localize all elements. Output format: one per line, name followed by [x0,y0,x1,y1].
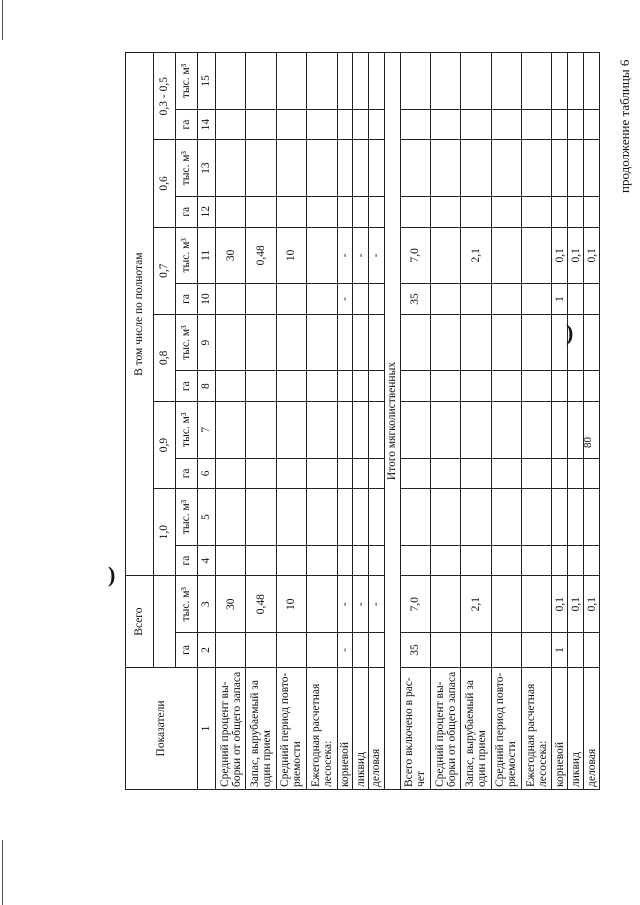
row-cell [307,458,337,489]
row-cell [568,371,584,402]
header-density: 1,0 [154,489,176,576]
row-cell [491,227,521,284]
row-cell [246,633,276,668]
row-cell [491,109,521,140]
row-cell [491,633,521,668]
header-column-number: 6 [198,458,216,489]
row-cell [584,633,600,668]
row-cell [461,633,491,668]
row-cell [522,545,552,576]
row-cell: 35 [400,284,430,315]
row-cell [337,314,353,371]
row-cell: 0,1 [568,227,584,284]
row-cell [216,314,246,371]
header-density: 0,6 [154,140,176,227]
header-column-number: 12 [198,197,216,228]
header-column-number: 9 [198,314,216,371]
row-cell [337,458,353,489]
row-cell [216,489,246,546]
header-density: 0,7 [154,227,176,314]
row-cell [216,401,246,458]
row-cell [353,633,369,668]
row-cell [369,140,385,197]
row-cell [491,284,521,315]
row-cell [430,458,460,489]
row-cell [491,545,521,576]
header-unit-volume: тыс. м³ [176,576,198,633]
row-cell [491,53,521,110]
table-row [276,53,306,790]
row-cell [568,545,584,576]
row-cell: 7,0 [400,227,430,284]
row-cell [369,489,385,546]
row-cell [568,197,584,228]
table-row [461,53,491,790]
row-cell [337,489,353,546]
row-cell [522,227,552,284]
row-cell [276,545,306,576]
row-label: ликвид [568,667,584,789]
row-cell: 10 [276,576,306,633]
row-cell [246,53,276,110]
row-cell [216,197,246,228]
row-cell [491,489,521,546]
row-cell [430,314,460,371]
row-cell [246,314,276,371]
row-cell [400,489,430,546]
row-cell [430,197,460,228]
header-column-number: 7 [198,401,216,458]
row-cell [584,371,600,402]
row-cell [461,53,491,110]
row-cell [400,314,430,371]
row-cell [522,314,552,371]
row-cell [491,371,521,402]
row-cell [216,53,246,110]
row-cell [369,109,385,140]
row-cell [246,401,276,458]
header-column-number: 5 [198,489,216,546]
row-cell [568,284,584,315]
header-unit-volume: тыс. м³ [176,314,198,371]
row-label: деловая [369,667,385,789]
row-label: Средний процент вы-борки от общего запаса [430,667,460,789]
row-cell [430,284,460,315]
row-cell [461,140,491,197]
row-label: Средний период повто-ряемости [276,667,306,789]
row-cell [369,284,385,315]
header-unit-ha: га [176,545,198,576]
row-label: Ежегодная расчетная лесосека: [522,667,552,789]
row-cell [246,489,276,546]
row-cell [307,109,337,140]
row-cell [522,140,552,197]
row-cell [400,458,430,489]
table-row [491,53,521,790]
header-unit-ha: га [176,458,198,489]
table-row [584,53,600,790]
row-label: Запас, вырубаемый за один прием [461,667,491,789]
header-total: Всего [126,576,154,668]
row-cell [430,371,460,402]
row-cell [276,53,306,110]
row-cell [522,633,552,668]
row-cell [584,314,600,371]
row-cell [307,633,337,668]
table-header [126,53,216,790]
row-cell [353,109,369,140]
header-column-number: 11 [198,227,216,284]
row-cell [276,458,306,489]
row-cell: 35 [400,633,430,668]
row-cell: 7,0 [400,576,430,633]
row-cell [307,545,337,576]
section-title: Итого мягколиственных [384,53,400,790]
row-label: Средний период повто-ряемости [491,667,521,789]
row-cell [216,545,246,576]
row-cell [461,109,491,140]
row-cell [276,284,306,315]
row-cell [307,197,337,228]
row-cell [522,109,552,140]
row-cell [353,140,369,197]
row-cell [584,458,600,489]
row-cell [522,284,552,315]
row-cell [400,53,430,110]
row-cell: 0,48 [246,227,276,284]
row-cell [246,545,276,576]
row-cell [337,140,353,197]
row-cell [430,227,460,284]
row-cell [552,401,568,458]
row-cell [216,140,246,197]
row-cell [307,371,337,402]
row-cell [568,140,584,197]
header-column-number: 8 [198,371,216,402]
row-cell [246,109,276,140]
row-cell [584,489,600,546]
row-cell [584,53,600,110]
header-unit-volume: тыс. м³ [176,140,198,197]
row-cell: 0,1 [552,576,568,633]
table-row [337,53,353,790]
row-cell [369,197,385,228]
row-cell: 0,1 [568,576,584,633]
row-cell [216,371,246,402]
row-cell: - [337,576,353,633]
table-row [353,53,369,790]
row-cell [552,109,568,140]
row-cell [353,284,369,315]
header-column-number: 13 [198,140,216,197]
row-cell: 0,48 [246,576,276,633]
row-cell [369,401,385,458]
header-column-number: 1 [198,667,216,789]
row-cell [307,284,337,315]
row-cell [461,371,491,402]
row-cell [216,284,246,315]
header-indicators: Показатели [126,667,198,789]
header-column-number: 3 [198,576,216,633]
row-cell [552,545,568,576]
row-cell [276,489,306,546]
header-unit-ha: га [176,633,198,668]
row-cell [491,197,521,228]
scan-mark: ) [566,320,574,345]
row-cell: - [353,576,369,633]
row-cell: - [353,227,369,284]
row-cell [584,109,600,140]
row-cell [430,109,460,140]
row-cell [430,489,460,546]
row-cell [307,53,337,110]
table-row [430,53,460,790]
table-row [246,53,276,790]
row-cell [216,109,246,140]
row-cell [246,458,276,489]
row-cell [369,314,385,371]
row-label: деловая [584,667,600,789]
header-unit-ha: га [176,284,198,315]
row-cell [276,633,306,668]
row-cell [461,314,491,371]
row-cell [337,371,353,402]
row-cell [522,53,552,110]
table-continuation-caption: продолжение таблицы 6 [617,59,632,193]
row-cell [353,314,369,371]
row-cell: 2,1 [461,227,491,284]
row-cell [584,401,600,458]
row-cell [491,314,521,371]
row-cell [353,458,369,489]
table-row [568,53,584,790]
row-cell [337,401,353,458]
row-cell [552,489,568,546]
row-cell [369,371,385,402]
forest-felling-table [125,52,600,790]
header-unit-volume: тыс. м³ [176,401,198,458]
row-cell [430,633,460,668]
row-cell [522,401,552,458]
row-cell [522,371,552,402]
row-label: Всего включено в рас-чет [400,667,430,789]
row-cell [246,140,276,197]
header-column-number: 10 [198,284,216,315]
header-unit-volume: тыс. м³ [176,53,198,110]
row-cell [369,545,385,576]
header-unit-ha: га [176,109,198,140]
row-cell [369,458,385,489]
row-cell [400,197,430,228]
row-cell: - [337,633,353,668]
row-cell [353,489,369,546]
row-cell [353,197,369,228]
row-label: Запас, вырубаемый за один прием [246,667,276,789]
row-label: ликвид [353,667,369,789]
row-cell [491,576,521,633]
row-cell [552,197,568,228]
row-cell [246,284,276,315]
row-cell [522,197,552,228]
row-cell [584,284,600,315]
row-cell [568,401,584,458]
row-cell [568,489,584,546]
row-cell [491,401,521,458]
row-cell [353,401,369,458]
row-cell [337,197,353,228]
row-cell [353,371,369,402]
header-column-number: 14 [198,109,216,140]
row-cell [353,53,369,110]
row-cell [430,53,460,110]
row-cell [568,314,584,371]
row-cell [461,401,491,458]
row-cell [568,458,584,489]
row-cell [246,197,276,228]
header-including: В том числе по полнотам [126,53,154,576]
row-cell [491,140,521,197]
row-cell: 30 [216,576,246,633]
row-cell [584,545,600,576]
row-cell [216,633,246,668]
header-total-spacer [154,576,176,668]
header-unit-volume: тыс. м³ [176,489,198,546]
header-unit-ha: га [176,197,198,228]
row-cell [307,401,337,458]
header-unit-volume: тыс. м³ [176,227,198,284]
row-cell: - [369,576,385,633]
table-row [216,53,246,790]
scan-edge-line [2,840,3,905]
row-cell [307,227,337,284]
row-cell [307,140,337,197]
table-row [369,53,385,790]
row-label: корневой [552,667,568,789]
row-cell [337,53,353,110]
header-column-number: 4 [198,545,216,576]
row-cell: 2,1 [461,576,491,633]
table-row [552,53,568,790]
row-cell [400,371,430,402]
row-cell: - [337,284,353,315]
header-density: 0,9 [154,401,176,488]
row-cell [307,314,337,371]
row-label: Ежегодная расчетная лесосека: [307,667,337,789]
row-cell [369,633,385,668]
row-cell: 0,1 [552,227,568,284]
row-cell [430,140,460,197]
row-cell [276,371,306,402]
row-cell: - [369,227,385,284]
header-density: 0,8 [154,314,176,401]
row-cell [584,197,600,228]
row-cell [430,576,460,633]
row-cell [369,53,385,110]
row-cell: 1 [552,633,568,668]
row-cell: 30 [216,227,246,284]
row-cell [276,401,306,458]
row-cell [522,489,552,546]
row-label: Средний процент вы-борки от общего запаса [216,667,246,789]
row-cell: 10 [276,227,306,284]
row-cell [552,53,568,110]
data-table-rotated [125,52,600,790]
row-cell: 0,1 [584,227,600,284]
row-cell [307,576,337,633]
scan-mark: ) [108,562,116,587]
row-cell [276,140,306,197]
header-density: 0,3 - 0,5 [154,53,176,140]
row-cell [522,458,552,489]
row-cell: - [337,227,353,284]
row-cell [552,140,568,197]
row-cell [400,140,430,197]
row-cell [400,109,430,140]
row-cell [461,284,491,315]
table-row [307,53,337,790]
row-cell [584,140,600,197]
row-cell [461,458,491,489]
row-cell [276,314,306,371]
row-cell [353,545,369,576]
row-cell [400,545,430,576]
row-cell [216,458,246,489]
row-cell [276,109,306,140]
header-column-number: 2 [198,633,216,668]
row-cell [246,371,276,402]
row-cell [430,401,460,458]
row-cell [568,109,584,140]
table-row [400,53,430,790]
row-cell [461,545,491,576]
row-cell [276,197,306,228]
row-cell [461,489,491,546]
row-cell [337,545,353,576]
row-cell [461,197,491,228]
row-cell [491,458,521,489]
row-cell [552,371,568,402]
header-column-number: 15 [198,53,216,110]
row-label: корневой [337,667,353,789]
table-row [522,53,552,790]
scan-edge-line [2,0,3,40]
row-cell [552,314,568,371]
row-cell: 1 [552,284,568,315]
row-cell [400,401,430,458]
table-body [216,53,600,790]
section-row [384,53,400,790]
row-cell [568,53,584,110]
row-cell [568,633,584,668]
row-cell: 0,1 [584,576,600,633]
row-cell [307,489,337,546]
header-unit-ha: га [176,371,198,402]
row-cell [337,109,353,140]
row-cell [430,545,460,576]
row-cell [522,576,552,633]
row-cell [552,458,568,489]
page-number: 80 [582,437,594,448]
